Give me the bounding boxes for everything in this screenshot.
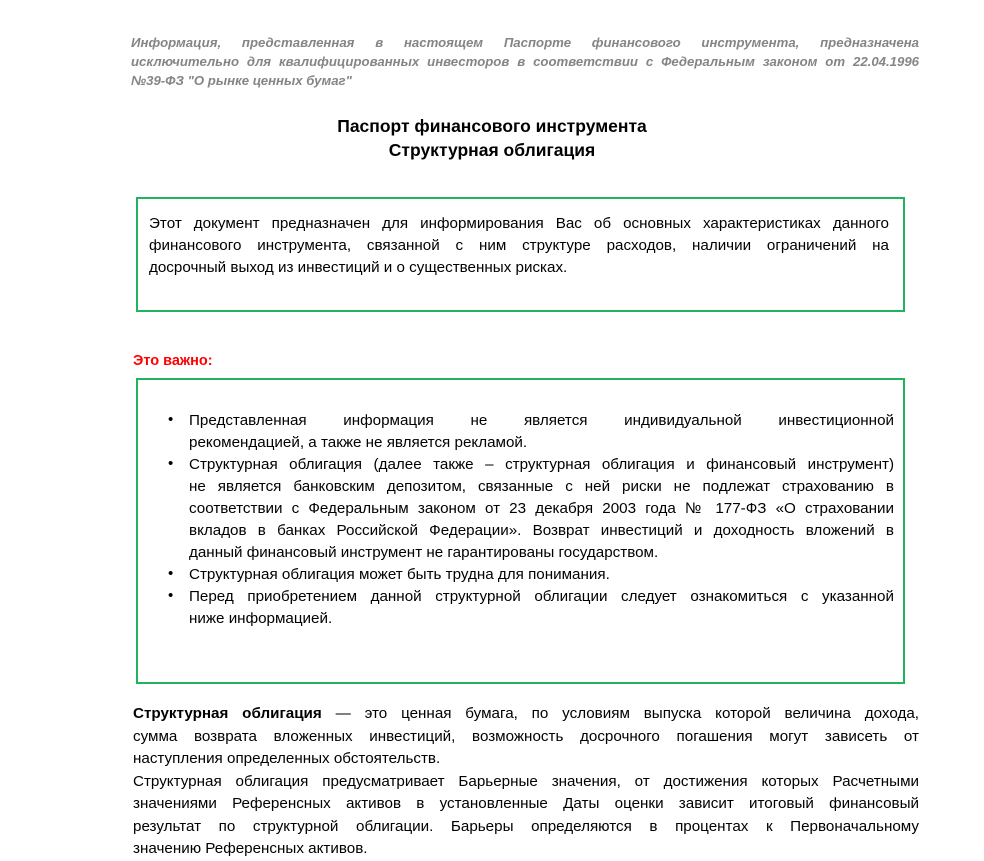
bullet-1-line-2: рекомендацией, а также не является рекламой. (189, 434, 528, 451)
bullet-2-line-3: соответствии с Федеральным законом от 23 декабря 2003 года № 177-ФЗ «О страховании (189, 500, 894, 517)
bullet-2-line-2: не является банковским депозитом, связанные с ней риски не подлежат страхованию в (189, 478, 894, 495)
definition-line-2: сумма возврата вложенных инвестиций, возможность досрочного погашения могут зависеть от (133, 727, 919, 745)
disclaimer-line-2: исключительно для квалифицированных инвесторов в соответствии с Федеральным законом от 22.04.1996 (131, 54, 919, 69)
qualified-investor-disclaimer (131, 33, 919, 90)
bullet-1-line-1: • Представленная информация не является индивидуальной инвестиционной (189, 412, 894, 429)
important-heading: Это важно: (133, 353, 213, 369)
list-item (168, 410, 894, 454)
important-bullet-list (168, 410, 894, 630)
bullet-2-line-4: вкладов в банках Российской Федерации». Возврат инвестиций и доходность вложений в (189, 522, 894, 539)
page-title (0, 114, 984, 162)
important-callout-box (136, 378, 905, 684)
definition-line-3: наступления определенных обстоятельств. (133, 750, 441, 767)
definition-line-1-rest: это ценная бумага, по условиям выпуска которой величина дохода, (364, 705, 919, 722)
body-paragraphs (133, 703, 919, 861)
barriers-line-4: значению Референсных активов. (133, 840, 368, 857)
definition-line-1 (133, 703, 919, 726)
disclaimer-line-1: Информация, представленная в настоящем Паспорте финансового инструмента, предназначена (131, 35, 919, 50)
bullet-4-line-1: • Перед приобретением данной структурной облигации следует ознакомиться с указанной (189, 588, 894, 605)
barriers-line-1: Структурная облигация предусматривает Барьерные значения, от достижения которых Расчетными (133, 772, 919, 790)
definition-dash: — (321, 705, 365, 722)
barriers-line-3: результат по структурной облигации. Барьеры определяются в процентах к Первоначальному (133, 817, 919, 835)
page-title-line-2: Структурная облигация (388, 140, 596, 160)
page-title-line-1: Паспорт финансового инструмента (337, 116, 647, 136)
intro-line-2: финансового инструмента, связанной с ним структуре расходов, наличии ограничений на (149, 237, 889, 254)
bullet-4-line-2: ниже информацией. (189, 610, 333, 627)
definition-term: Структурная облигация (133, 705, 322, 722)
disclaimer-line-3: №39-ФЗ "О рынке ценных бумаг" (131, 73, 352, 88)
barriers-line-2: значениями Референсных активов в установленные Даты оценки зависит итоговый финансовый (133, 795, 919, 812)
list-item (168, 564, 894, 586)
list-item (168, 454, 894, 564)
list-item (168, 586, 894, 630)
intro-line-3: досрочный выход из инвестиций и о существенных рисках. (149, 259, 568, 276)
bullet-3-line-1: • Структурная облигация может быть трудна для понимания. (189, 566, 610, 583)
intro-callout-text (149, 213, 889, 279)
intro-callout-box (136, 197, 905, 312)
bullet-2-line-5: данный финансовый инструмент не гарантированы государством. (189, 544, 659, 561)
intro-line-1: Этот документ предназначен для информирования Вас об основных характеристиках данного (149, 215, 889, 232)
bullet-2-line-1: • Структурная облигация (далее также – структурная облигация и финансовый инструмент) (189, 456, 894, 473)
